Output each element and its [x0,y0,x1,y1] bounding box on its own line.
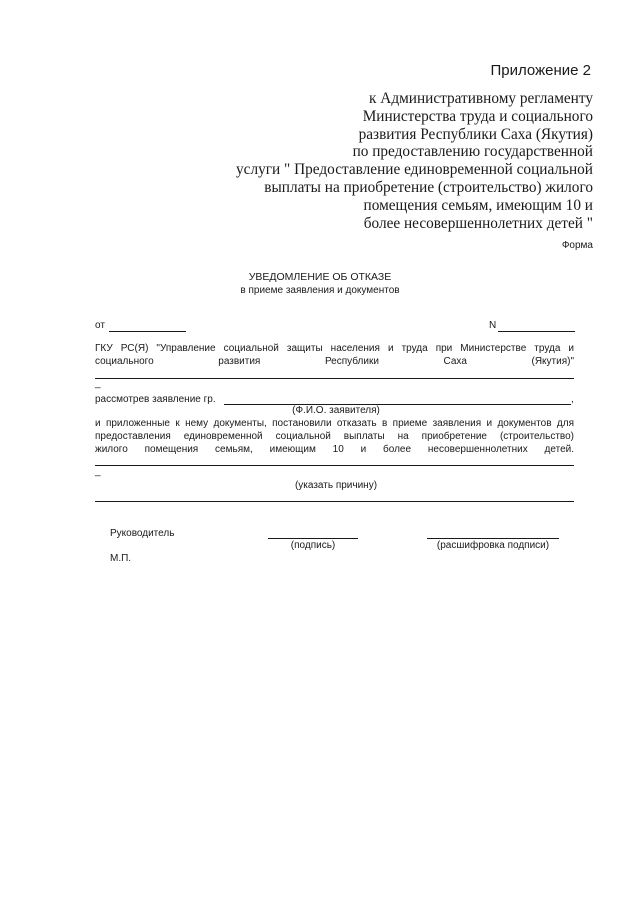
transcript-caption: (расшифровка подписи) [436,540,550,551]
date-field-line[interactable] [109,331,186,332]
regulation-line: более несовершеннолетних детей " [363,214,593,232]
agency-line: ГКУ РС(Я) "Управление социальной защиты населения и труда при Министерстве труда и [95,343,574,354]
stamp-label: М.П. [110,553,132,564]
number-field-line[interactable] [498,331,575,332]
considered-label: рассмотрев заявление гр. [95,394,216,405]
regulation-line: по предоставлению государственной [352,143,593,161]
signature-caption: (подпись) [290,540,336,551]
regulation-line: выплаты на приобретение (строительство) жилого [264,178,593,196]
agency-line: социального развития Республики Саха (Якутия)" [95,356,574,367]
reason-field-line-2[interactable] [95,501,574,502]
trailing-comma: , [571,394,574,405]
head-label: Руководитель [110,528,175,539]
fio-caption: (Ф.И.О. заявителя) [292,405,380,416]
number-label: N [489,320,497,331]
regulation-line: помещения семьям, имеющим 10 и [363,196,593,214]
decision-line: и приложенные к нему документы, постановили отказать в приеме заявления и документов для [95,418,574,429]
regulation-line: к Административному регламенту [369,90,593,107]
regulation-line: развития Республики Саха (Якутия) [358,125,593,143]
notice-subtitle: в приеме заявления и документов [240,285,400,296]
agency-name [95,342,574,368]
from-label: от [95,320,105,331]
dash-mark: _ [95,466,101,477]
decision-line: жилого помещения семьям, имеющим 10 и более несовершеннолетних детей. [95,444,574,455]
regulation-reference [236,90,593,232]
signature-field-line[interactable] [268,538,358,539]
reason-field-line-1[interactable] [95,465,574,466]
form-label: Форма [561,240,593,251]
signature-transcript-field-line[interactable] [427,538,559,539]
reason-caption: (указать причину) [294,480,378,491]
notice-title: УВЕДОМЛЕНИЕ ОБ ОТКАЗЕ [248,271,392,283]
decision-text [95,417,574,456]
agency-underline[interactable] [95,378,574,379]
appendix-label: Приложение 2 [490,62,591,79]
decision-line: предоставления единовременной социальной выплаты на приобретение (строительство) [95,431,574,442]
dash-mark: _ [95,378,101,389]
regulation-line: Министерства труда и социального [362,107,593,125]
regulation-line: услуги " Предоставление единовременной социальной [236,161,593,179]
